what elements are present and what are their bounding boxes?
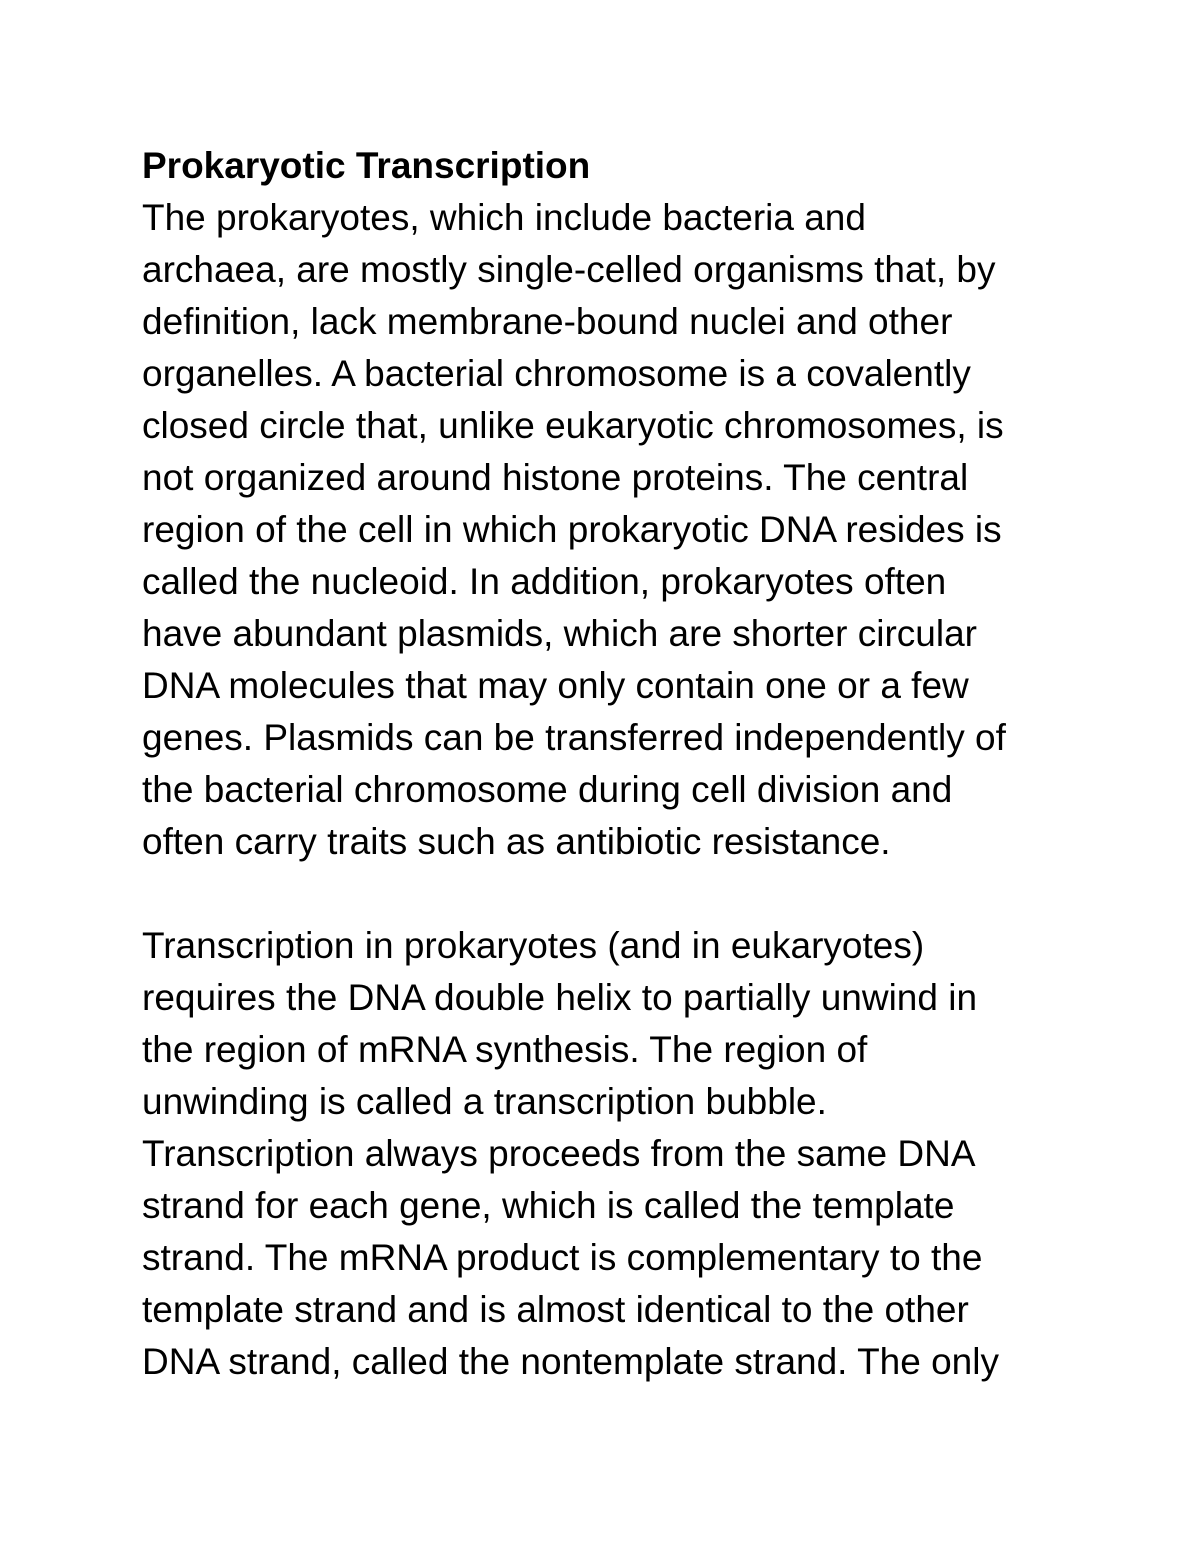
paragraph-line: have abundant plasmids, which are shorter circular	[142, 613, 977, 654]
paragraph-line: strand for each gene, which is called the template	[142, 1185, 955, 1226]
paragraph-line: DNA molecules that may only contain one or a few	[142, 665, 969, 706]
paragraph-line: the region of mRNA synthesis. The region of	[142, 1029, 868, 1070]
paragraph-line: definition, lack membrane-bound nuclei and other	[142, 301, 953, 342]
paragraph-line: Transcription in prokaryotes (and in eukaryotes)	[142, 925, 925, 966]
paragraph-line: often carry traits such as antibiotic resistance.	[142, 821, 891, 862]
paragraph-line: DNA strand, called the nontemplate strand. The only	[142, 1341, 999, 1382]
paragraph-line: Transcription always proceeds from the same DNA	[142, 1133, 976, 1174]
paragraph-line: template strand and is almost identical to the other	[142, 1289, 969, 1330]
paragraph-line: strand. The mRNA product is complementary to the	[142, 1237, 983, 1278]
paragraph-line: archaea, are mostly single-celled organisms that, by	[142, 249, 996, 290]
paragraph-line: genes. Plasmids can be transferred independently of	[142, 717, 1006, 758]
paragraph-spacer	[142, 868, 1082, 920]
paragraph-line: not organized around histone proteins. The central	[142, 457, 969, 498]
paragraph-2	[142, 920, 1082, 1388]
paragraph-line: The prokaryotes, which include bacteria and	[142, 197, 866, 238]
paragraph-line: organelles. A bacterial chromosome is a covalently	[142, 353, 971, 394]
paragraph-line: the bacterial chromosome during cell division and	[142, 769, 953, 810]
paragraph-line: unwinding is called a transcription bubble.	[142, 1081, 827, 1122]
document-title: Prokaryotic Transcription	[142, 145, 591, 186]
paragraph-line: requires the DNA double helix to partially unwind in	[142, 977, 978, 1018]
paragraph-line: closed circle that, unlike eukaryotic chromosomes, is	[142, 405, 1004, 446]
paragraph-1	[142, 192, 1082, 868]
paragraph-line: region of the cell in which prokaryotic DNA resides is	[142, 509, 1002, 550]
document-page	[142, 140, 1082, 1388]
paragraph-line: called the nucleoid. In addition, prokaryotes often	[142, 561, 947, 602]
